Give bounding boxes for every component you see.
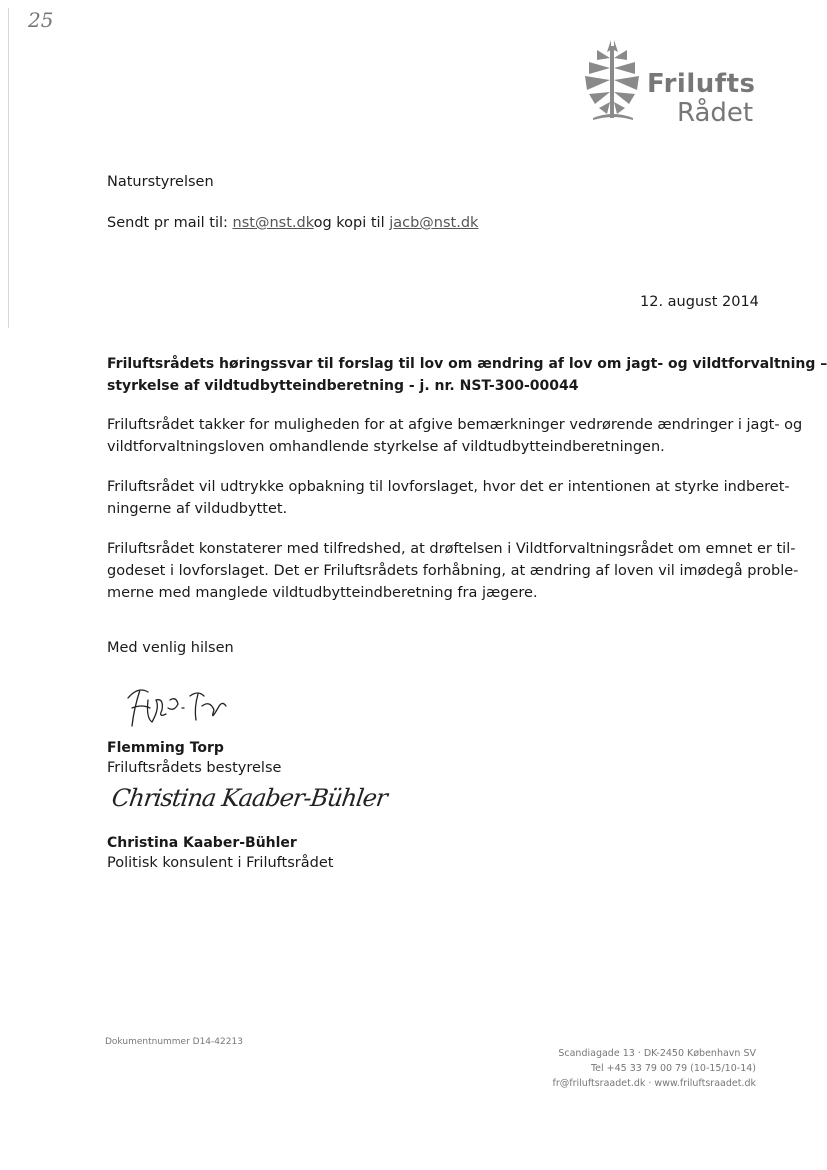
subject-line: Friluftsrådets høringssvar til forslag til lov om ændring af lov om jagt- og vildtforvaltning – (107, 356, 827, 372)
recipient: Naturstyrelsen (107, 174, 214, 190)
letter-date: 12. august 2014 (640, 294, 759, 310)
footer-contact (553, 1046, 756, 1091)
document-number: Dokumentnummer D14-42213 (105, 1037, 243, 1047)
signatory-title: Politisk konsulent i Friluftsrådet (107, 855, 334, 871)
handwritten-page-mark: 25 (28, 8, 54, 32)
signatory-title: Friluftsrådets bestyrelse (107, 760, 282, 776)
logo-wordmark-line1: Frilufts (647, 69, 756, 99)
paragraph-line: godeset i lovforslaget. Det er Friluftsrådets forhåbning, at ændring af loven vil imødegå proble- (107, 563, 799, 579)
paragraph-line: Friluftsrådet konstaterer med tilfredshed, at drøftelsen i Vildtforvaltningsrådet om emnet er til- (107, 541, 796, 557)
footer-email-web: fr@friluftsraadet.dk · www.friluftsraadet.dk (552, 1078, 756, 1089)
paragraph-line: vildtforvaltningsloven omhandlende styrkelse af vildtudbytteindberetningen. (107, 439, 665, 455)
body-paragraph (107, 414, 802, 458)
handwritten-signature-1 (118, 678, 238, 738)
copy-email-link[interactable]: jacb@nst.dk (389, 215, 479, 231)
signatory-name: Christina Kaaber-Bühler (107, 835, 297, 851)
logo-wordmark-line2: Rådet (677, 98, 754, 128)
subject-heading (107, 353, 827, 397)
closing-salutation: Med venlig hilsen (107, 640, 234, 656)
handwritten-signature-2: Christina Kaaber-Bühler (110, 784, 389, 812)
body-paragraph (107, 538, 798, 604)
friluftsraadet-logo (583, 38, 783, 130)
subject-line: styrkelse af vildtudbytteindberetning - j. nr. NST-300-00044 (107, 378, 579, 394)
paragraph-line: Friluftsrådet vil udtrykke opbakning til lovforslaget, hvor det er intentionen at styrke indberet- (107, 479, 790, 495)
paragraph-line: Friluftsrådet takker for muligheden for at afgive bemærkninger vedrørende ændringer i jagt- og (107, 417, 803, 433)
sent-line (107, 212, 478, 234)
primary-email-link[interactable]: nst@nst.dk (232, 215, 314, 231)
sent-middle: og kopi til (313, 215, 385, 231)
sent-prefix: Sendt pr mail til: (107, 215, 228, 231)
paragraph-line: merne med manglede vildtudbytteindberetning fra jægere. (107, 585, 538, 601)
paragraph-line: ningerne af vildudbyttet. (107, 501, 288, 517)
signatory-name: Flemming Torp (107, 740, 224, 756)
footer-phone: Tel +45 33 79 00 79 (10-15/10-14) (590, 1063, 756, 1074)
body-paragraph (107, 476, 790, 520)
leaf-icon (583, 38, 645, 122)
footer-address: Scandiagade 13 · DK-2450 København SV (558, 1048, 756, 1059)
page-edge-rule (8, 8, 9, 328)
